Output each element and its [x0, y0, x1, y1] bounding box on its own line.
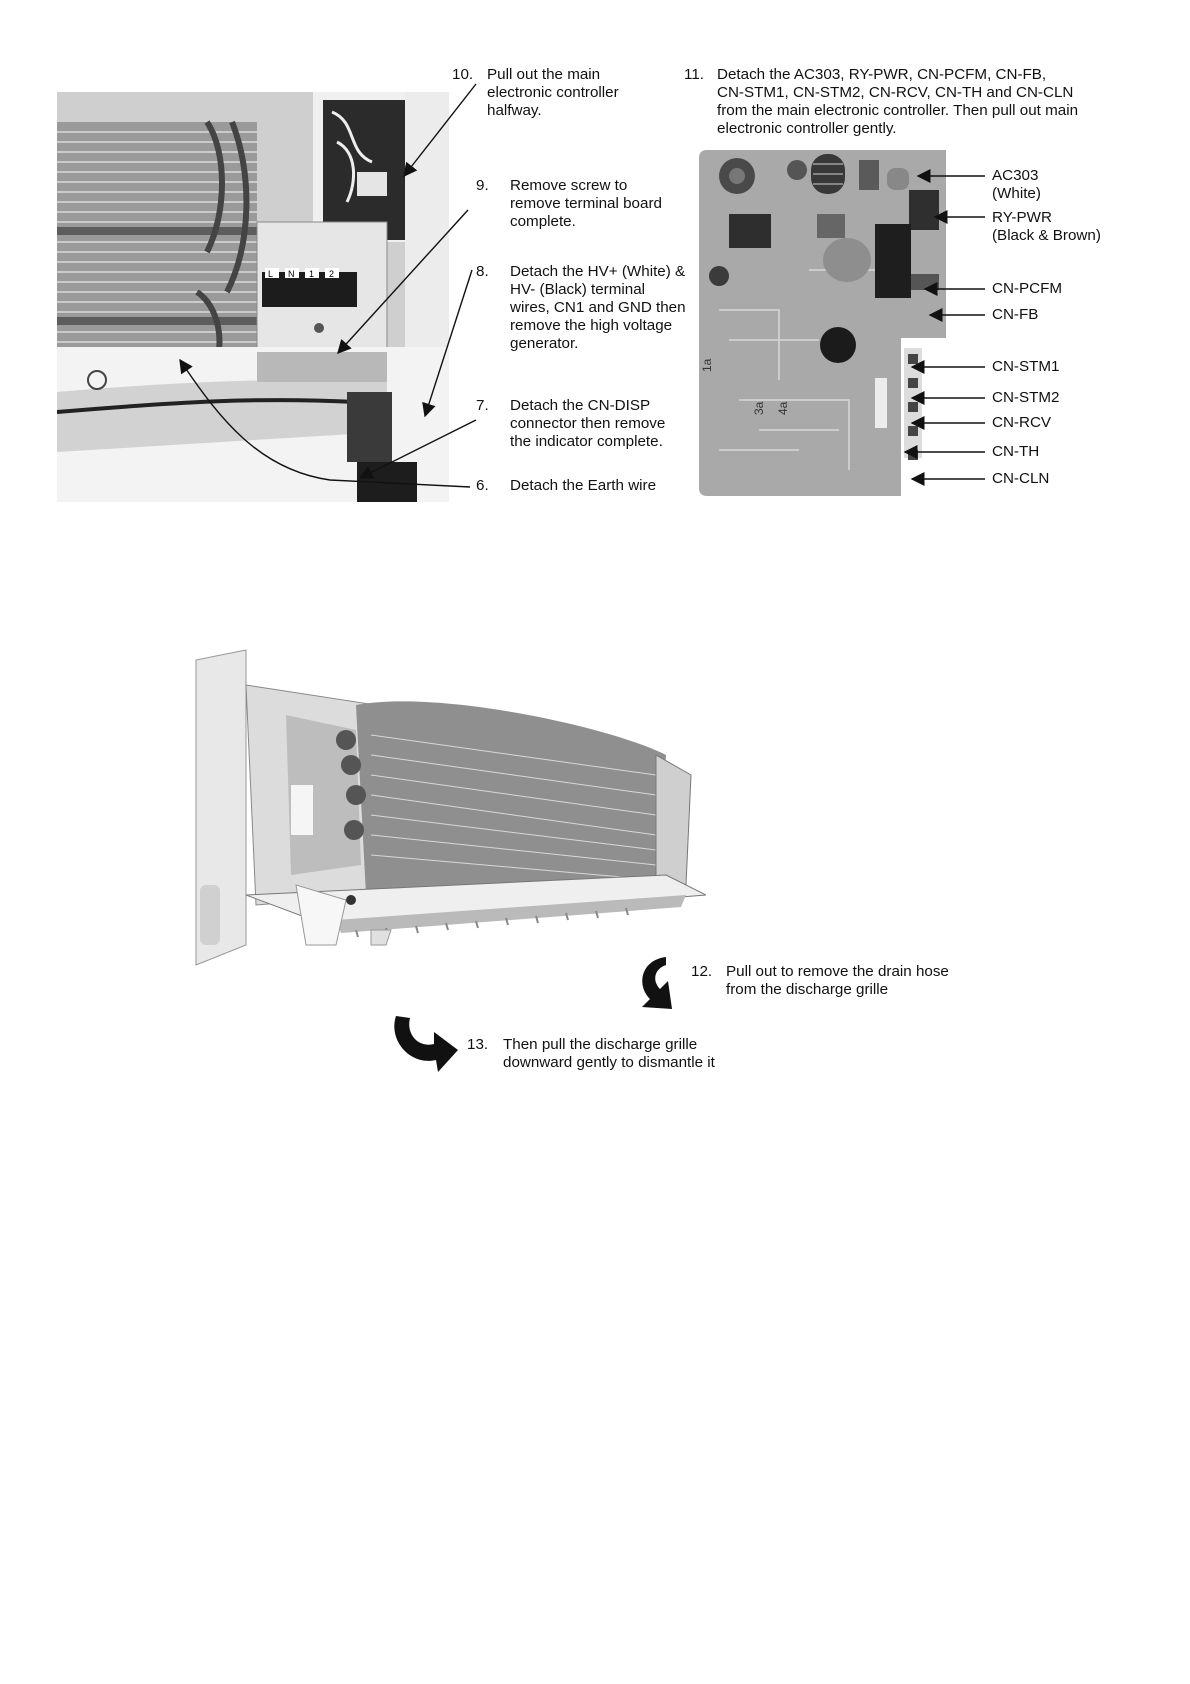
step-text: Pull out the main electronic controller halfway.: [487, 66, 619, 119]
step-text: Detach the HV+ (White) & HV- (Black) terminal wires, CN1 and GND then remove the high voltage generator.: [510, 263, 686, 352]
step-number: 11.: [684, 66, 704, 83]
step-number: 13.: [467, 1036, 489, 1053]
terminal-label-1: 1: [309, 269, 315, 279]
ry-pwr-relay: [909, 190, 939, 230]
step-text: Detach the Earth wire: [510, 477, 657, 494]
connector-label-ac303: AC303 (White): [992, 167, 1041, 202]
connector-label-cn-fb: CN-FB: [992, 306, 1039, 323]
step-text: Remove screw to remove terminal board complete.: [510, 177, 662, 230]
connector-label-cn-stm2: CN-STM2: [992, 389, 1060, 406]
terminal-label-2: 2: [329, 269, 335, 279]
connector-label-cn-th: CN-TH: [992, 443, 1040, 460]
main-controller-pcb-photo: [699, 150, 946, 496]
terminal-label-l: L: [268, 269, 274, 279]
curved-arrow-icon: [394, 1016, 458, 1072]
connector-label-cn-cln: CN-CLN: [992, 470, 1050, 487]
connector-label-cn-rcv: CN-RCV: [992, 414, 1052, 431]
connector-label-ry-pwr: RY-PWR (Black & Brown): [992, 209, 1101, 244]
svg-text:3a: 3a: [752, 401, 766, 415]
svg-text:4a: 4a: [776, 401, 790, 415]
relay-block: [875, 224, 911, 298]
svg-text:1a: 1a: [700, 358, 714, 372]
discharge-grille-photo: [186, 645, 706, 995]
step-text: Then pull the discharge grille downward gently to dismantle it: [503, 1036, 715, 1071]
step-number: 6.: [476, 477, 489, 494]
step-text: Detach the CN-DISP connector then remove the indicator complete.: [510, 397, 666, 450]
step-text: Detach the AC303, RY-PWR, CN-PCFM, CN-FB, CN-STM1, CN-STM2, CN-RCV, CN-TH and CN-CLN from the main electronic controller. Then pull out main electronic controller gently.: [717, 66, 1079, 137]
heat-exchanger: [356, 701, 666, 895]
step-number: 10.: [452, 66, 474, 83]
screw: [314, 323, 324, 333]
indicator-complete: [347, 392, 392, 462]
indoor-unit-photo: [57, 92, 449, 502]
step-number: 9.: [476, 177, 489, 194]
step-text: Pull out to remove the drain hose from the discharge grille: [726, 963, 949, 998]
terminal-board: [257, 222, 387, 352]
buzzer: [820, 327, 856, 363]
step-number: 8.: [476, 263, 489, 280]
electronic-controller: [323, 100, 405, 240]
step-number: 7.: [476, 397, 489, 414]
step-number: 12.: [691, 963, 713, 980]
connector-label-cn-stm1: CN-STM1: [992, 358, 1060, 375]
terminal-label-n: N: [288, 269, 295, 279]
connector-label-cn-pcfm: CN-PCFM: [992, 280, 1063, 297]
